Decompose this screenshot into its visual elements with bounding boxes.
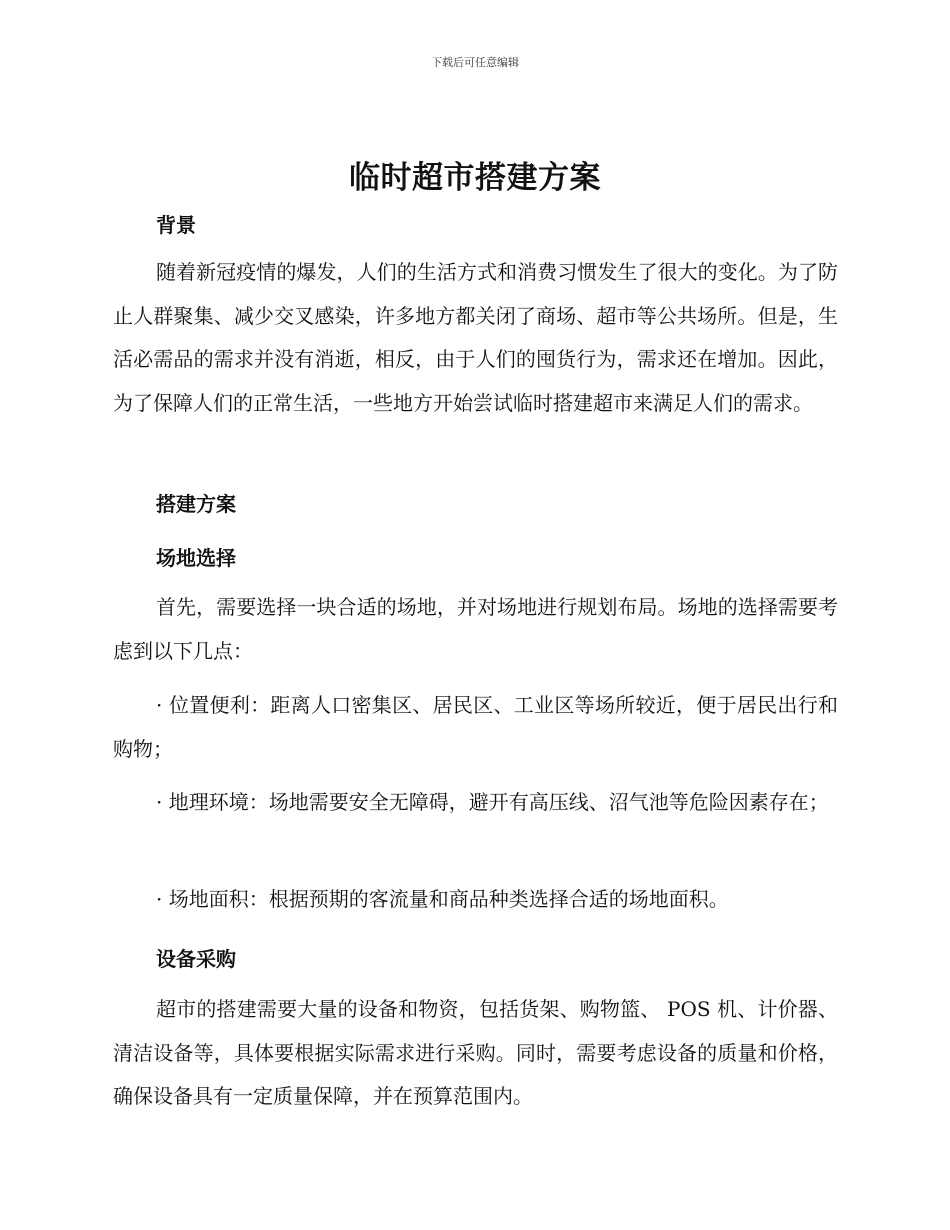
section-heading-equipment: 设备采购	[156, 947, 236, 971]
site-intro-paragraph: 首先，需要选择一块合适的场地，并对场地进行规划布局。场地的选择需要考虑到以下几点：	[113, 595, 838, 663]
background-paragraph: 随着新冠疫情的爆发，人们的生活方式和消费习惯发生了很大的变化。为了防止人群聚集、减少交叉感染，许多地方都关闭了商场、超市等公共场所。但是，生活必需品的需求并没有消逝，相反，由于人们的囤货行为，需求还在增加。因此，为了保障人们的正常生活，一些地方开始尝试临时搭建超市来满足人们的需求。	[113, 260, 838, 415]
site-bullet-environment: · 地理环境：场地需要安全无障碍，避开有高压线、沼气池等危险因素存在；	[156, 790, 829, 814]
page-header: 下载后可任意编辑	[431, 56, 519, 69]
site-bullet-area: · 场地面积：根据预期的客流量和商品种类选择合适的场地面积。	[156, 887, 729, 911]
section-heading-site: 场地选择	[156, 546, 236, 570]
site-bullet-location: · 位置便利：距离人口密集区、居民区、工业区等场所较近，便于居民出行和购物；	[113, 693, 838, 761]
document-title: 临时超市搭建方案	[349, 160, 601, 196]
equipment-paragraph: 超市的搭建需要大量的设备和物资，包括货架、购物篮、 POS 机、计价器、清洁设备等，具体要根据实际需求进行采购。同时，需要考虑设备的质量和价格，确保设备具有一定质量保障，并在预算范围内。	[113, 997, 838, 1108]
section-heading-background: 背景	[156, 213, 196, 237]
section-heading-plan: 搭建方案	[156, 492, 236, 516]
